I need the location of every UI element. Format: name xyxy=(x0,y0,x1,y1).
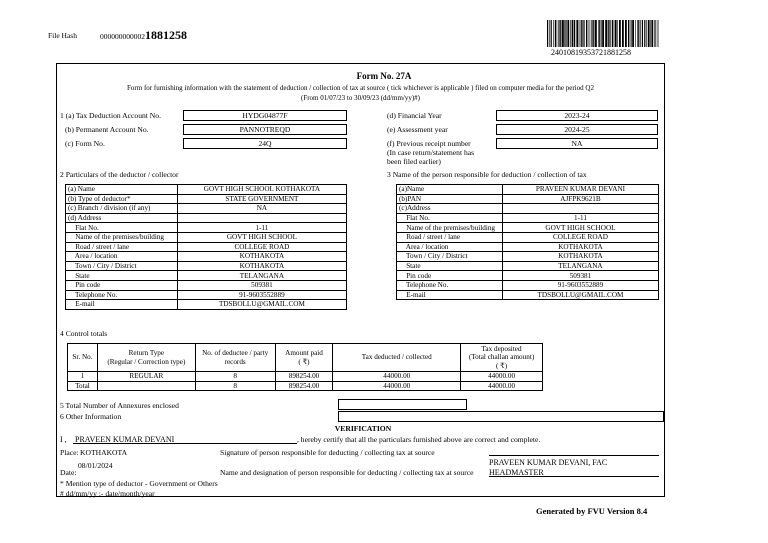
cell-deposited: 44000.00 xyxy=(461,372,543,382)
field-value: 1-11 xyxy=(177,223,346,233)
field-value: COLLEGE ROAD xyxy=(502,232,658,242)
verifier-name-line xyxy=(73,443,297,444)
cell-sr: 1 xyxy=(68,372,98,382)
field-value: NA xyxy=(177,204,346,214)
table-row xyxy=(397,232,659,242)
col-amount-paid-2: ( ₹) xyxy=(298,357,310,366)
footnote-deductor-type: * Mention type of deductor - Government or Others xyxy=(60,479,218,488)
designation-label: Name and designation of person responsible for deducting / collecting tax at source xyxy=(220,468,474,477)
field-label: Telephone No. xyxy=(397,280,503,290)
field-value: GOVT HIGH SCHOOL KOTHAKOTA xyxy=(177,185,346,195)
field-value: 91-9603552889 xyxy=(177,290,346,300)
field-label: (c)Address xyxy=(397,204,503,214)
field-label: Road / street / lane xyxy=(66,242,178,252)
deductor-table xyxy=(65,184,347,310)
col-tax-deposited-3: ( ₹) xyxy=(495,361,508,370)
generated-by: Generated by FVU Version 8.4 xyxy=(536,506,648,516)
col-tax-deducted: Tax deducted / collected xyxy=(333,344,461,372)
responsible-table xyxy=(396,184,659,300)
table-row xyxy=(66,271,347,281)
date-value: 08/01/2024 xyxy=(78,461,113,470)
verification-title: VERIFICATION xyxy=(334,424,392,433)
prev-receipt-label-1: (f) Previous receipt number xyxy=(387,139,471,148)
cell-amount: 898254.00 xyxy=(275,381,333,391)
prev-receipt-label-2: (In case return/statement has xyxy=(387,148,475,157)
table-row xyxy=(397,280,659,290)
field-value xyxy=(502,204,658,214)
col-tax-deposited-2: (Total challan amount) xyxy=(468,353,535,362)
field-label: E-mail xyxy=(397,290,503,300)
table-row xyxy=(66,223,347,233)
tan-label: 1 (a) Tax Deduction Account No. xyxy=(60,111,161,120)
fy-field: 2023-24 xyxy=(496,110,658,121)
deductor-heading: 2 Particulars of the deductor / collector xyxy=(60,170,179,179)
table-row xyxy=(66,252,347,262)
field-label: Flat No. xyxy=(66,223,178,233)
barcode-icon xyxy=(547,20,659,47)
table-row xyxy=(66,290,347,300)
field-value: AJFPK9621B xyxy=(502,194,658,204)
cell-records: 8 xyxy=(195,381,275,391)
col-return-type-1: Return Type xyxy=(128,349,165,357)
cell-sr: Total xyxy=(68,381,98,391)
verifier-name: PRAVEEN KUMAR DEVANI xyxy=(75,435,175,444)
field-label: (a) Name xyxy=(66,185,178,195)
cell-type xyxy=(97,381,195,391)
field-label: Name of the premises/building xyxy=(66,232,178,242)
file-hash-label: File Hash xyxy=(48,31,77,40)
field-label: Pin code xyxy=(397,271,503,281)
table-row xyxy=(397,204,659,214)
form-no-label: (c) Form No. xyxy=(65,139,105,148)
cell-type: REGULAR xyxy=(97,372,195,382)
field-label: State xyxy=(397,261,503,271)
col-return-type-2: (Regular / Correction type) xyxy=(107,357,186,366)
field-label: (b) Type of deductor* xyxy=(66,194,178,204)
form-subtitle-2: (From 01/07/23 to 30/09/23 (dd/mm/yy)#) xyxy=(301,94,420,102)
table-row xyxy=(66,261,347,271)
table-row xyxy=(66,194,347,204)
field-value: KOTHAKOTA xyxy=(177,252,346,262)
table-row xyxy=(397,261,659,271)
field-value: TELANGANA xyxy=(177,271,346,281)
annexures-field xyxy=(338,399,467,410)
field-value: TELANGANA xyxy=(502,261,658,271)
col-amount-paid xyxy=(275,344,333,372)
field-value: COLLEGE ROAD xyxy=(177,242,346,252)
field-value: KOTHAKOTA xyxy=(502,242,658,252)
footnote-date-format: # dd/mm/yy :- date/month/year xyxy=(60,489,155,498)
col-deductee-records-2: records xyxy=(224,357,246,366)
cell-records: 8 xyxy=(195,372,275,382)
table-row xyxy=(66,204,347,214)
table-row xyxy=(397,194,659,204)
place-label: Place: xyxy=(60,448,79,457)
date-label: Date: xyxy=(60,468,77,477)
signature-label: Signature of person responsible for deducting / collecting tax at source xyxy=(220,448,435,457)
file-hash-prefix: 000000000002 xyxy=(100,32,145,41)
field-label: Area / location xyxy=(66,252,178,262)
other-info-field xyxy=(338,411,664,422)
other-info-label: 6 Other Information xyxy=(60,412,122,421)
form-title: Form No. 27A xyxy=(356,71,412,81)
prev-receipt-label-3: been filed earlier) xyxy=(387,157,441,166)
field-label: Name of the premises/building xyxy=(397,223,503,233)
field-label: Town / City / District xyxy=(397,252,503,262)
field-label: Pin code xyxy=(66,280,178,290)
table-row-total xyxy=(68,381,543,391)
field-label: Flat No. xyxy=(397,213,503,223)
form-subtitle-1: Form for furnishing information with the statement of deduction / collection of tax at source ( tick whichever is applicable ) filed on computer media for the period Q2 xyxy=(127,84,594,92)
fy-label: (d) Financial Year xyxy=(387,111,442,120)
prev-receipt-field: NA xyxy=(496,138,658,149)
table-row xyxy=(66,280,347,290)
field-label: Road / street / lane xyxy=(397,232,503,242)
field-label: Telephone No. xyxy=(66,290,178,300)
field-value: 91-9603552889 xyxy=(502,280,658,290)
field-value: 509381 xyxy=(177,280,346,290)
cell-deducted: 44000.00 xyxy=(333,372,461,382)
field-label: (a)Name xyxy=(397,185,503,195)
control-totals-table xyxy=(67,343,543,391)
place-value: KOTHAKOTA xyxy=(80,448,128,457)
field-value: 509381 xyxy=(502,271,658,281)
field-value: STATE GOVERNMENT xyxy=(177,194,346,204)
certify-text: , hereby certify that all the particulars furnished above are correct and complete. xyxy=(297,435,541,444)
table-row xyxy=(397,271,659,281)
table-row xyxy=(66,242,347,252)
control-totals-heading: 4 Control totals xyxy=(60,329,108,338)
ay-label: (e) Assessment year xyxy=(387,125,448,134)
col-tax-deposited-1: Tax deposited xyxy=(481,344,522,353)
table-row xyxy=(66,300,347,310)
pan-label: (b) Permanent Account No. xyxy=(65,125,149,134)
field-value: GOVT HIGH SCHOOL xyxy=(177,232,346,242)
field-label: (d) Address xyxy=(66,213,178,223)
file-hash-main: 1881258 xyxy=(145,28,187,42)
field-label: Town / City / District xyxy=(66,261,178,271)
table-row xyxy=(397,290,659,300)
table-row xyxy=(397,252,659,262)
verification-i: I , xyxy=(60,435,67,444)
barcode-number: 24010819353721881258 xyxy=(551,48,631,57)
cell-amount: 898254.00 xyxy=(275,372,333,382)
tan-field: HYDG04877F xyxy=(183,110,347,121)
table-row xyxy=(68,372,543,382)
field-value: PRAVEEN KUMAR DEVANI xyxy=(502,185,658,195)
field-value: GOVT HIGH SCHOOL xyxy=(502,223,658,233)
designation-line xyxy=(489,476,659,477)
field-label: Area / location xyxy=(397,242,503,252)
responsible-heading: 3 Name of the person responsible for deduction / collection of tax xyxy=(387,170,587,179)
annexures-label: 5 Total Number of Annexures enclosed xyxy=(60,401,179,410)
cell-deducted: 44000.00 xyxy=(333,381,461,391)
col-sr-no: Sr. No. xyxy=(68,344,98,372)
cell-deposited: 44000.00 xyxy=(461,381,543,391)
field-value: KOTHAKOTA xyxy=(502,252,658,262)
field-label: (b)PAN xyxy=(397,194,503,204)
col-return-type xyxy=(97,344,195,372)
col-deductee-records xyxy=(195,344,275,372)
signature-line xyxy=(489,455,659,456)
file-hash-value xyxy=(100,28,187,43)
field-value: TDSBOLLU@GMAIL.COM xyxy=(502,290,658,300)
designation-line-1: PRAVEEN KUMAR DEVANI, FAC xyxy=(489,458,608,467)
designation-line-2: HEADMASTER xyxy=(489,468,544,477)
field-value xyxy=(177,213,346,223)
table-row xyxy=(66,185,347,195)
table-row xyxy=(397,185,659,195)
field-value: 1-11 xyxy=(502,213,658,223)
table-row xyxy=(397,213,659,223)
col-tax-deposited xyxy=(461,344,543,372)
form-no-field: 24Q xyxy=(183,138,347,149)
field-value: TDSBOLLU@GMAIL.COM xyxy=(177,300,346,310)
table-row xyxy=(397,242,659,252)
ay-field: 2024-25 xyxy=(496,124,658,135)
field-label: State xyxy=(66,271,178,281)
pan-field: PANNOTREQD xyxy=(183,124,347,135)
field-label: E-mail xyxy=(66,300,178,310)
table-row xyxy=(397,223,659,233)
col-deductee-records-1: No. of deductee / party xyxy=(202,349,269,357)
table-row xyxy=(66,213,347,223)
table-row xyxy=(66,232,347,242)
field-label: (c) Branch / division (if any) xyxy=(66,204,178,214)
col-amount-paid-1: Amount paid xyxy=(285,349,323,357)
field-value: KOTHAKOTA xyxy=(177,261,346,271)
